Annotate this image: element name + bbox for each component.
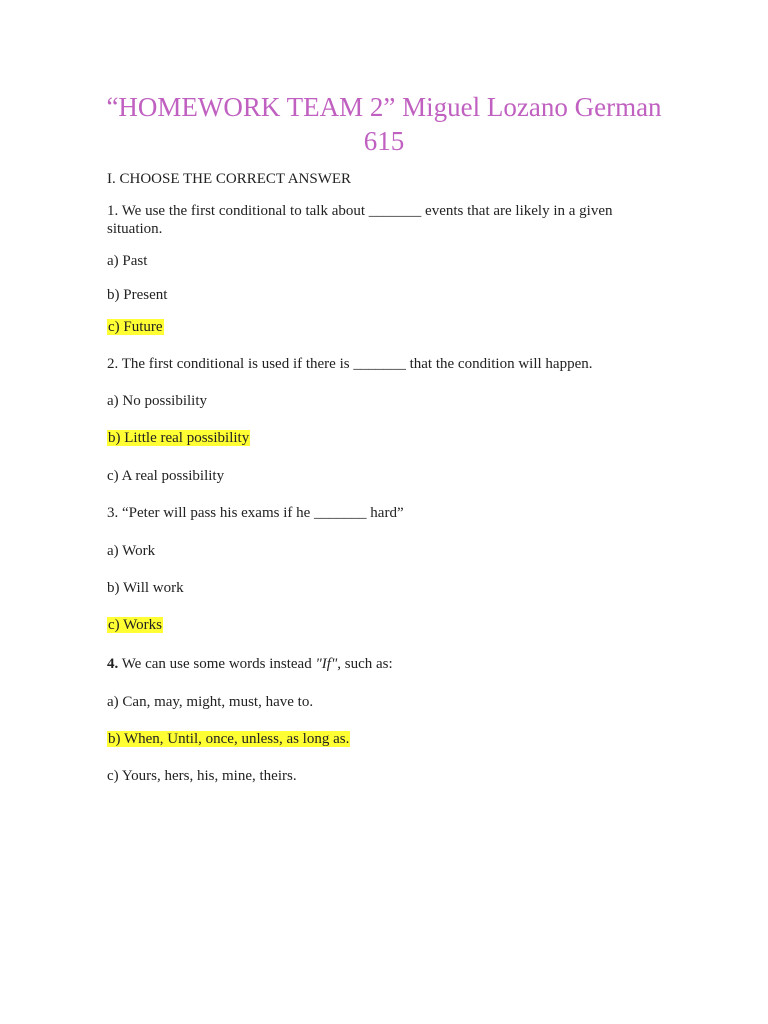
section-heading: I. CHOOSE THE CORRECT ANSWER (107, 171, 352, 187)
question-3-option-a: a) Work (107, 543, 156, 559)
answer-highlight: b) When, Until, once, unless, as long as. (108, 731, 350, 747)
question-2-prompt: 2. The first conditional is used if there is _______ that the condition will happen. (107, 356, 593, 372)
question-1-option-b: b) Present (107, 287, 168, 303)
question-4-option-a: a) Can, may, might, must, have to. (107, 694, 314, 710)
question-4-option-c: c) Yours, hers, his, mine, theirs. (107, 768, 297, 784)
document-title: “HOMEWORK TEAM 2” Miguel Lozano German 615 (106, 92, 662, 156)
question-4-option-b (107, 730, 350, 748)
question-3-prompt: 3. “Peter will pass his exams if he _______ hard” (107, 505, 404, 521)
question-3-option-c (107, 616, 163, 634)
question-2-option-a: a) No possibility (107, 393, 207, 409)
question-3-option-b: b) Will work (107, 580, 184, 596)
question-1-prompt: 1. We use the first conditional to talk about _______ events that are likely in a given situation. (107, 203, 613, 237)
answer-highlight: c) Works (108, 617, 162, 633)
question-2-option-c: c) A real possibility (107, 468, 225, 484)
question-1-option-a: a) Past (107, 253, 148, 269)
question-2-option-b (107, 429, 250, 447)
answer-highlight: c) Future (108, 319, 163, 335)
question-4-prompt: 4. We can use some words instead "If", such as: (107, 656, 393, 672)
question-1-option-c (107, 318, 164, 336)
answer-highlight: b) Little real possibility (108, 430, 250, 446)
